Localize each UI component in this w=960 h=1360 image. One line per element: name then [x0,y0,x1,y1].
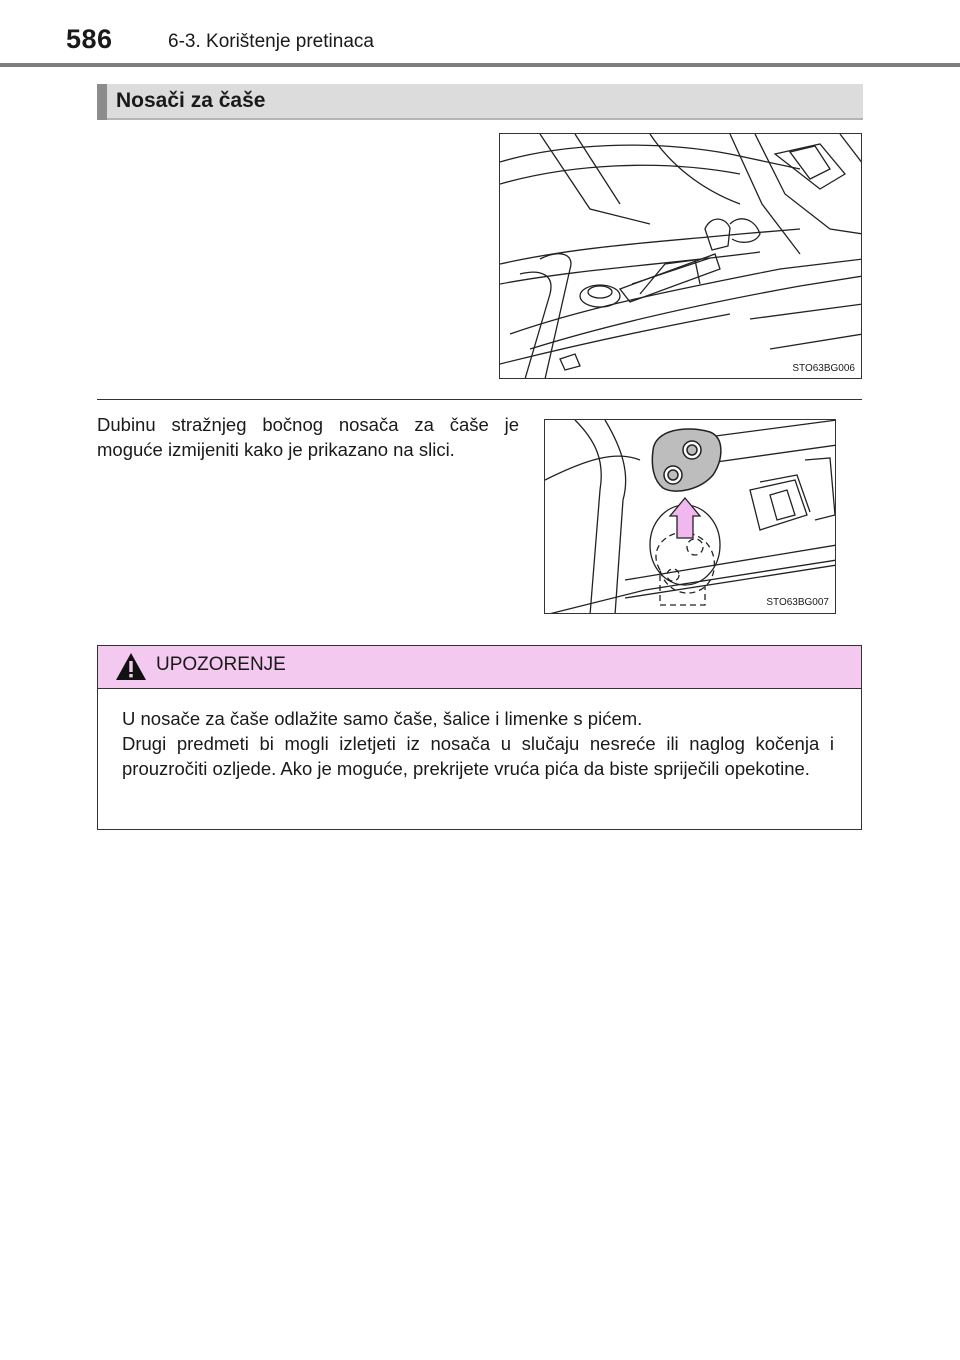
warning-header [98,646,861,689]
figure-code: STO63BG007 [766,597,829,608]
section-title: Nosači za čaše [116,89,266,112]
warning-box [97,645,862,830]
header-rule [0,63,960,67]
body-paragraph: Dubinu stražnjeg bočnog nosača za čaše je moguće izmijeniti kako je prikazano na slici. [97,414,519,460]
figure-console [499,133,862,379]
lift-arrow [670,498,700,538]
section-label: 6-3. Korištenje pretinaca [168,31,374,52]
title-bar [97,84,863,120]
figure-cupholder [544,419,836,614]
figure-code: STO63BG006 [792,363,855,374]
warning-line: Drugi predmeti bi mogli izletjeti iz nosača u slučaju nesreće ili naglog kočenja i prouzročiti ozljede. Ako je moguće, prekrijete vruća pića da biste spriječili opekotine. [122,733,834,779]
warning-label: UPOZORENJE [156,654,286,675]
section-divider [97,399,862,400]
warning-body [122,706,834,781]
cupholder-illustration [545,420,836,614]
console-illustration [500,134,862,379]
page-number: 586 [66,24,113,54]
title-bar-accent [97,84,107,120]
warning-triangle-icon [115,652,147,681]
warning-line: U nosače za čaše odlažite samo čaše, šalice i limenke s pićem. [122,708,643,729]
